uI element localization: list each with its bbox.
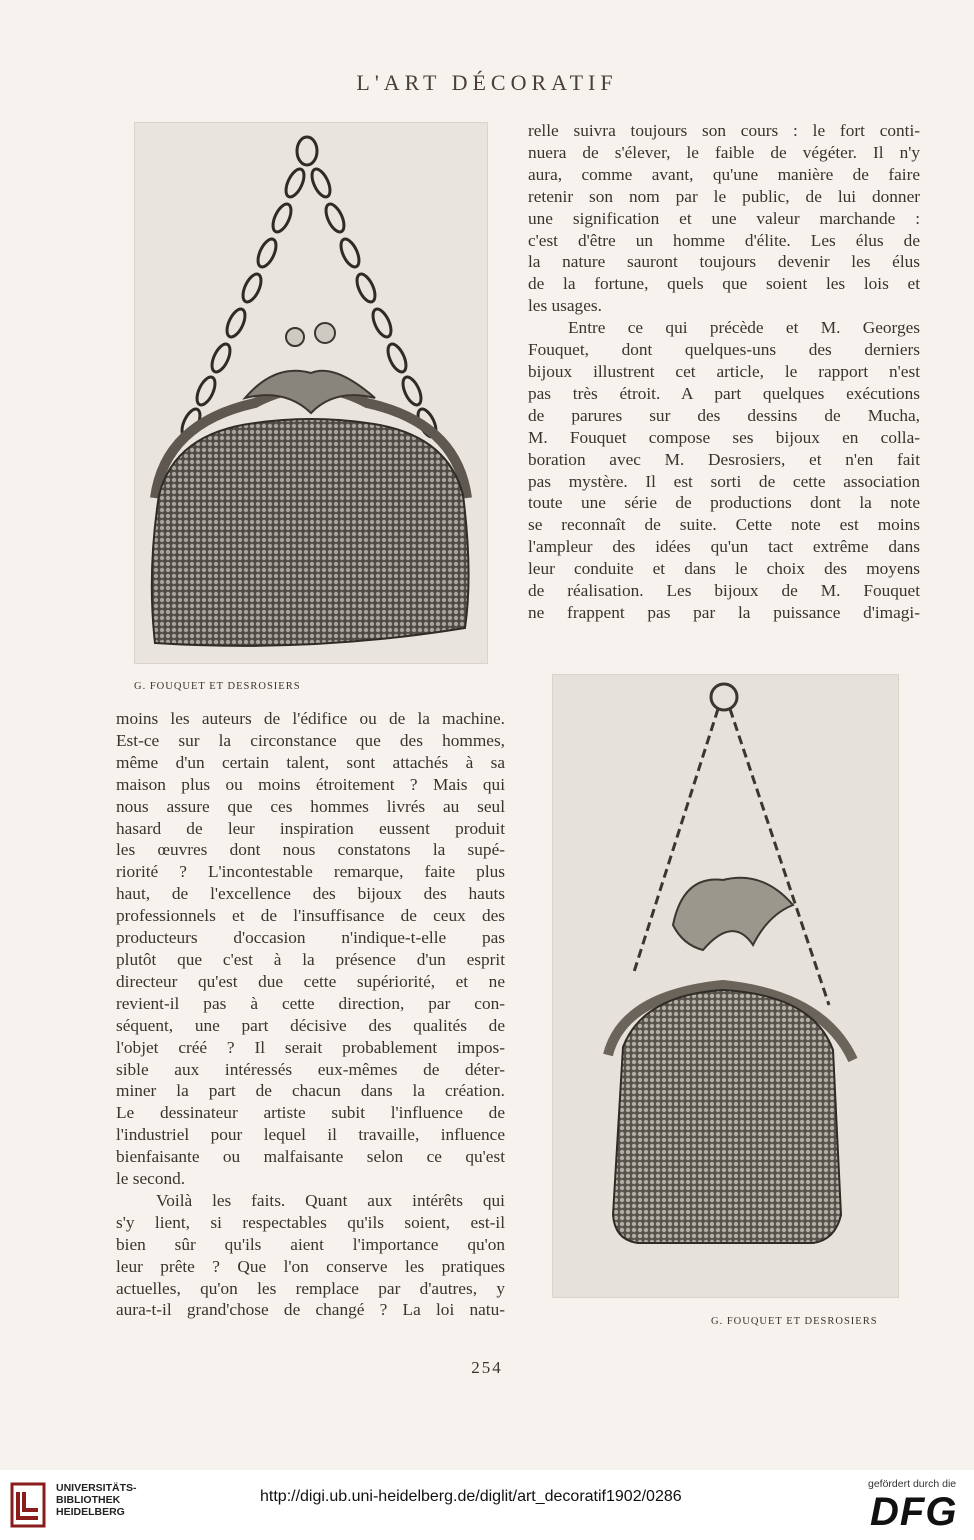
text-line: nous assure que ces hommes livrés au seul bbox=[116, 796, 505, 816]
text-line: riorité ? L'incontestable remarque, faite plus bbox=[116, 862, 505, 882]
funding-label: gefördert durch die bbox=[868, 1478, 957, 1490]
text-line: les usages. bbox=[528, 296, 602, 316]
text-line: relle suivra toujours son cours : le fort conti- bbox=[528, 121, 920, 140]
text-line: l'ampleur des idées qu'un tact extrême dans bbox=[528, 537, 920, 557]
text-line: une signification et une valeur marchande : bbox=[528, 208, 920, 228]
text-line: Fouquet, dont quelques-uns des derniers bbox=[528, 340, 920, 360]
text-line: Le dessinateur artiste subit l'influence de bbox=[116, 1103, 505, 1123]
text-line: pas mystère. Il est sorti de cette association bbox=[528, 471, 920, 491]
text-line: Entre ce qui précède et M. Georges bbox=[568, 318, 920, 338]
text-line: la nature sauront toujours devenir les élus bbox=[528, 252, 920, 272]
text-line: toute une série de productions dont la note bbox=[528, 493, 920, 513]
figure-2-caption: G. FOUQUET ET DESROSIERS bbox=[711, 1316, 878, 1327]
text-line: séquent, une part décisive des qualités de bbox=[116, 1015, 505, 1035]
library-name bbox=[56, 1482, 137, 1518]
text-line: maison plus ou moins étroitement ? Mais qui bbox=[116, 774, 505, 794]
text-line: nuera de s'élever, le faible de végéter. Il n'y bbox=[528, 142, 920, 162]
text-line: bijoux illustrent cet article, le rapport n'est bbox=[528, 361, 920, 381]
mesh-purse-image bbox=[135, 123, 487, 663]
figure-1-caption: G. FOUQUET ET DESROSIERS bbox=[134, 681, 301, 692]
text-line: miner la part de chacun dans la création. bbox=[116, 1081, 505, 1101]
text-line: revient-il pas à cette direction, par con- bbox=[116, 993, 505, 1013]
text-line: boration avec M. Desrosiers, et n'en fait bbox=[528, 449, 920, 469]
text-line: les œuvres dont nous constatons la supé- bbox=[116, 840, 505, 860]
text-line: hasard de leur inspiration eussent produit bbox=[116, 818, 505, 838]
text-line: l'industriel pour lequel il travaille, influence bbox=[116, 1125, 505, 1145]
text-line: plutôt que c'est à la présence d'un esprit bbox=[116, 949, 505, 969]
right-column-text bbox=[528, 120, 920, 624]
library-logo-icon bbox=[10, 1482, 46, 1528]
text-line: de la fortune, quels que soient les lois et bbox=[528, 274, 920, 294]
permalink-url[interactable]: http://digi.ub.uni-heidelberg.de/diglit/art_decoratif1902/0286 bbox=[260, 1488, 682, 1505]
text-line: se reconnaît de suite. Cette note est moins bbox=[528, 515, 920, 535]
text-line: moins les auteurs de l'édifice ou de la machine. bbox=[116, 709, 505, 728]
text-line: Est-ce sur la circonstance que des hommes, bbox=[116, 730, 505, 750]
text-line: Voilà les faits. Quant aux intérêts qui bbox=[156, 1190, 505, 1210]
digitization-footer bbox=[0, 1470, 974, 1540]
dfg-logo: DFG bbox=[870, 1490, 958, 1534]
text-line: aura, comme avant, qu'une manière de faire bbox=[528, 164, 920, 184]
text-line: aura-t-il grand'chose de changé ? La loi natu- bbox=[116, 1300, 505, 1320]
text-line: sible aux intéressés eux-mêmes de déter- bbox=[116, 1059, 505, 1079]
text-line: l'objet créé ? Il serait probablement impos- bbox=[116, 1037, 505, 1057]
page-title: L'ART DÉCORATIF bbox=[356, 70, 618, 95]
library-name-line: BIBLIOTHEK bbox=[56, 1494, 121, 1506]
library-name-line: UNIVERSITÄTS- bbox=[56, 1482, 137, 1494]
text-line: même d'un certain talent, sont attachés à sa bbox=[116, 752, 505, 772]
text-line: pas très étroit. A part quelques exécutions bbox=[528, 383, 920, 403]
text-line: haut, de l'excellence des bijoux des hauts bbox=[116, 884, 505, 904]
text-line: professionnels et de l'insuffisance de ceux des bbox=[116, 906, 505, 926]
text-line: s'y lient, si respectables qu'ils soient, est-il bbox=[116, 1212, 505, 1232]
text-line: ne frappent pas par la puissance d'imagi- bbox=[528, 602, 920, 622]
figure-2-photo bbox=[552, 674, 899, 1298]
text-line: bien sûr qu'ils aient l'importance qu'on bbox=[116, 1234, 505, 1254]
text-line: de parures sur des dessins de Mucha, bbox=[528, 405, 920, 425]
text-line: bienfaisante ou malfaisante selon ce qu'est bbox=[116, 1147, 505, 1167]
text-line: leur prête ? Que l'on conserve les pratiques bbox=[116, 1256, 505, 1276]
left-column-text bbox=[116, 708, 505, 1321]
text-line: directeur qu'est due cette supériorité, et ne bbox=[116, 971, 505, 991]
page-number: 254 bbox=[471, 1358, 503, 1377]
mesh-purse-image bbox=[553, 675, 898, 1297]
text-line: le second. bbox=[116, 1169, 186, 1189]
text-line: actuelles, qu'on les remplace par d'autres, y bbox=[116, 1278, 505, 1298]
text-line: de réalisation. Les bijoux de M. Fouquet bbox=[528, 581, 920, 601]
text-line: retenir son nom par le public, de lui donner bbox=[528, 186, 920, 206]
text-line: producteurs d'occasion n'indique-t-elle pas bbox=[116, 928, 505, 948]
library-name-line: HEIDELBERG bbox=[56, 1506, 125, 1518]
figure-1-photo bbox=[134, 122, 488, 664]
text-line: M. Fouquet compose ses bijoux en colla- bbox=[528, 427, 920, 447]
text-line: c'est d'être un homme d'élite. Les élus de bbox=[528, 230, 920, 250]
text-line: leur conduite et dans le choix des moyens bbox=[528, 559, 920, 579]
